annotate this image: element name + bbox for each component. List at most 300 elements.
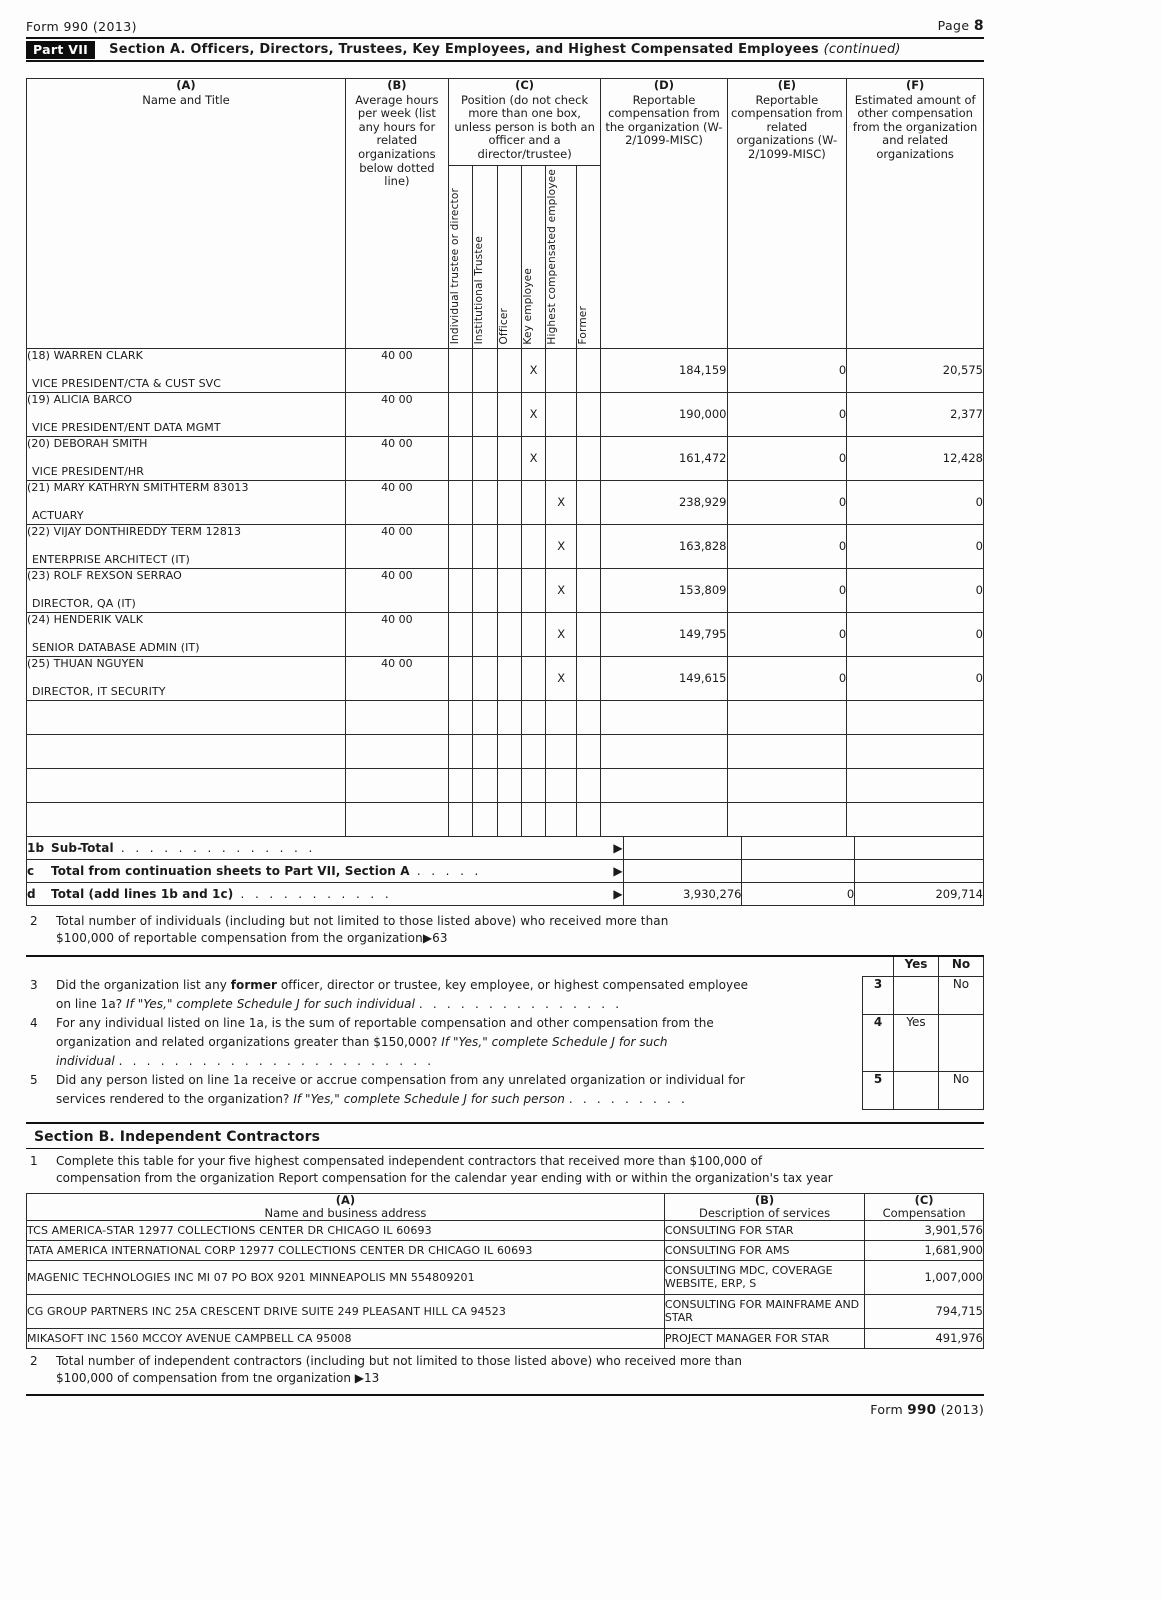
officer-check-institutional-trustee[interactable] [473,348,497,392]
part-title-suffix: (continued) [823,42,901,57]
question-line2-italic: If "Yes," complete Schedule J for such [441,1035,668,1050]
question-number-box: 5 [863,1071,894,1109]
header-col-d [601,79,727,349]
yes-header: Yes [894,957,939,977]
subtotal-1b-d [623,836,742,859]
subtotal-c-e [742,859,855,882]
check-mark: X [529,451,538,466]
officer-comp-f: 2,377 [847,392,984,436]
section-b-intro-line1: Complete this table for your five highest compensated independent contractors that received more than $100,000 of [56,1153,763,1168]
officer-blank-row [27,700,984,734]
officer-check-individual-trustee[interactable] [448,612,472,656]
officer-check-institutional-trustee[interactable] [473,392,497,436]
footer-form-year: (2013) [936,1401,984,1417]
officer-comp-f: 0 [847,568,984,612]
blank-name-cell [27,700,346,734]
page-footer [26,1396,984,1418]
form-sheet [26,18,984,1418]
blank-check-cell[interactable] [497,700,521,734]
section-b-line-2-text-2 [56,1370,742,1388]
officer-name: (19) ALICIA BARCO [27,392,133,406]
contractor-compensation: 1,007,000 [865,1260,984,1294]
subtotal-c-label [27,859,527,882]
question-num: 3 [30,978,38,993]
section-b-line-2-body [56,1353,742,1388]
question-line2-a: on line 1a? [56,997,127,1012]
blank-check-cell[interactable] [546,802,577,836]
section-b-line-2-arrow: ▶ [354,1371,365,1386]
subtotal-row-1b [27,836,984,859]
contractors-header-row [27,1193,984,1220]
question-line1-bold: former [230,978,278,993]
subtotal-c-d [623,859,742,882]
blank-hours-cell [346,802,449,836]
blank-check-cell[interactable] [448,700,472,734]
officer-title: VICE PRESIDENT/CTA & CUST SVC [32,376,222,390]
yes-no-section [26,955,984,1110]
officer-check-former[interactable] [577,436,601,480]
contractor-header-c-text: Compensation [882,1205,966,1220]
officers-table-header-row [27,79,984,166]
leader-dots: . . . . . . . . . . . . . . [113,840,316,855]
officer-check-officer[interactable] [497,612,521,656]
officer-name: (24) HENDERIK VALK [27,612,144,626]
officer-check-institutional-trustee[interactable] [473,524,497,568]
part-title-text: Section A. Officers, Directors, Trustees, Key Employees, and Highest Compensated Employees [109,42,819,57]
question-line2-italic: If "Yes," complete Schedule J for such person [293,1092,565,1107]
blank-comp-d [601,734,727,768]
officer-hours: 40 00 [346,612,449,656]
officer-comp-d: 161,472 [601,436,727,480]
officer-blank-row [27,768,984,802]
officer-check-key-employee[interactable] [521,348,545,392]
officer-check-highest-comp[interactable] [546,436,577,480]
form-label: Form 990 (2013) [26,19,137,34]
section-b-intro-num: 1 [30,1153,38,1168]
blank-hours-cell [346,700,449,734]
contractor-row [27,1328,984,1348]
page-label: Page [937,18,970,33]
blank-check-cell[interactable] [546,734,577,768]
blank-check-cell[interactable] [546,700,577,734]
officer-check-key-employee[interactable] [521,392,545,436]
section-b-line-2-num: 2 [30,1353,38,1368]
officer-comp-e: 0 [727,524,847,568]
officer-comp-f: 0 [847,480,984,524]
officer-row [27,524,984,568]
blank-check-cell[interactable] [473,700,497,734]
officer-comp-e: 0 [727,392,847,436]
yes-no-question-row [26,976,984,1014]
officer-comp-d: 153,809 [601,568,727,612]
officer-name-cell [27,612,346,656]
subtotals-table [26,836,984,906]
officer-name: (20) DEBORAH SMITH [27,436,148,450]
line-2-text-2-label: $100,000 of reportable compensation from the organization [56,930,423,945]
officer-comp-e: 0 [727,480,847,524]
officer-check-institutional-trustee[interactable] [473,480,497,524]
question-line1-a: Did the organization list any [56,978,231,993]
officer-comp-d: 163,828 [601,524,727,568]
question-leader-dots: . . . . . . . . . . . . . . . [418,997,623,1012]
officer-check-officer[interactable] [497,656,521,700]
officer-check-individual-trustee[interactable] [448,568,472,612]
officer-hours: 40 00 [346,656,449,700]
officer-check-highest-comp[interactable] [546,480,577,524]
contractor-row [27,1294,984,1328]
question-text-cell [26,1014,863,1071]
contractor-row [27,1240,984,1260]
officers-blank-rows-body [27,700,984,836]
officer-row [27,480,984,524]
contractor-header-a-label: (A) [335,1192,356,1207]
blank-comp-d [601,768,727,802]
question-num: 4 [30,1016,38,1031]
officer-comp-f: 12,428 [847,436,984,480]
officer-hours: 40 00 [346,392,449,436]
officer-check-officer[interactable] [497,568,521,612]
officer-comp-e: 0 [727,656,847,700]
blank-check-cell[interactable] [497,768,521,802]
header-check-key-employee: Key employee [521,166,545,349]
officer-name-cell [27,524,346,568]
check-mark: X [557,627,566,642]
contractor-header-c [865,1193,984,1220]
section-b-line-2 [26,1349,984,1390]
question-line2-a: organization and related organizations greater than $150,000? [56,1035,442,1050]
header-col-c-text: Position (do not check more than one box, unless person is both an officer and a director/trustee) [454,92,595,161]
line-2-num: 2 [30,913,38,928]
blank-comp-e [727,768,847,802]
officer-check-individual-trustee[interactable] [448,480,472,524]
check-mark: X [557,539,566,554]
question-num: 5 [30,1073,38,1088]
question-body [56,976,862,1014]
officer-hours: 40 00 [346,568,449,612]
officer-hours: 40 00 [346,524,449,568]
header-col-e-label: (E) [777,78,797,92]
officer-check-individual-trustee[interactable] [448,436,472,480]
officer-check-key-employee[interactable] [521,656,545,700]
contractor-name: TCS AMERICA-STAR 12977 COLLECTIONS CENTER DR CHICAGO IL 60693 [27,1220,665,1240]
no-header: No [939,957,984,977]
officer-check-officer[interactable] [497,348,521,392]
officer-title: DIRECTOR, IT SECURITY [32,684,166,698]
blank-name-cell [27,802,346,836]
blank-comp-e [727,734,847,768]
officer-check-officer[interactable] [497,524,521,568]
question-line3-italic: individual [56,1054,115,1069]
line-2-arrow: ▶ [422,930,433,945]
question-answer-yes[interactable] [894,1071,939,1109]
officer-name-cell [27,480,346,524]
officer-row [27,436,984,480]
officer-check-individual-trustee[interactable] [448,348,472,392]
officer-check-institutional-trustee[interactable] [473,656,497,700]
subtotal-c-num: c [27,863,35,878]
officer-name-cell [27,568,346,612]
header-col-b [346,79,449,349]
officer-comp-e: 0 [727,612,847,656]
contractor-name: CG GROUP PARTNERS INC 25A CRESCENT DRIVE SUITE 249 PLEASANT HILL CA 94523 [27,1294,665,1328]
officer-name-cell [27,656,346,700]
contractor-header-b-text: Description of services [699,1205,831,1220]
header-col-a-label: (A) [176,78,196,92]
officer-check-former[interactable] [577,392,601,436]
officer-comp-d: 184,159 [601,348,727,392]
officer-hours: 40 00 [346,348,449,392]
blank-check-cell[interactable] [473,802,497,836]
officer-comp-f: 0 [847,612,984,656]
part-title [109,42,901,57]
question-text-cell [26,976,863,1014]
officer-name: (21) MARY KATHRYN SMITHTERM 83013 [27,480,249,494]
blank-comp-f [847,700,984,734]
question-line1-b: officer, director or trustee, key employee, or highest compensated employee [277,978,749,993]
contractor-name: TATA AMERICA INTERNATIONAL CORP 12977 COLLECTIONS CENTER DR CHICAGO IL 60693 [27,1240,665,1260]
officer-hours: 40 00 [346,480,449,524]
blank-name-cell [27,734,346,768]
officer-check-institutional-trustee[interactable] [473,612,497,656]
officer-hours: 40 00 [346,436,449,480]
officer-check-former[interactable] [577,480,601,524]
blank-check-cell[interactable] [497,802,521,836]
blank-check-cell[interactable] [521,734,545,768]
header-col-f-text: Estimated amount of other compensation from the organization and related organizations [852,92,978,161]
leader-dots: . . . . . [409,863,482,878]
blank-comp-f [847,734,984,768]
question-line2-a: services rendered to the organization? [56,1092,294,1107]
officer-check-former[interactable] [577,612,601,656]
section-b-line-2-value: 13 [364,1371,380,1386]
header-col-c-label: (C) [515,78,535,92]
officer-check-institutional-trustee[interactable] [473,568,497,612]
subtotal-d-d: 3,930,276 [623,882,742,905]
officer-check-key-employee[interactable] [521,436,545,480]
officer-check-key-employee[interactable] [521,612,545,656]
officers-rows-body [27,348,984,700]
subtotal-d-text: Total (add lines 1b and 1c) [51,886,234,901]
question-answer-yes[interactable]: Yes [894,1014,939,1071]
header-col-e [727,79,847,349]
line-2-body [56,913,668,947]
question-body [56,1071,862,1109]
question-number-box: 3 [863,976,894,1014]
officer-row [27,392,984,436]
header-col-a-text: Name and Title [142,92,230,107]
question-line1-a: Did any person listed on line 1a receive or accrue compensation from any unrelated organization or individual for [56,1073,745,1088]
officer-check-highest-comp[interactable] [546,524,577,568]
officer-check-former[interactable] [577,656,601,700]
question-answer-no[interactable] [939,1014,984,1071]
blank-check-cell[interactable] [577,768,601,802]
section-b-line-2-label: $100,000 of compensation from tne organization [56,1371,355,1386]
question-line1-a: For any individual listed on line 1a, is the sum of reportable compensation and other compensation from the [56,1016,714,1031]
leader-dots: . . . . . . . . . . . [233,886,393,901]
officer-check-former[interactable] [577,568,601,612]
officers-table [26,78,984,837]
question-number-box: 4 [863,1014,894,1071]
blank-check-cell[interactable] [521,768,545,802]
blank-comp-f [847,802,984,836]
subtotal-d-e: 0 [742,882,855,905]
question-answer-yes[interactable] [894,976,939,1014]
blank-check-cell[interactable] [473,768,497,802]
officer-check-highest-comp[interactable] [546,568,577,612]
contractor-row [27,1260,984,1294]
subtotal-row-c [27,859,984,882]
officer-comp-e: 0 [727,568,847,612]
officer-check-individual-trustee[interactable] [448,524,472,568]
check-mark: X [557,671,566,686]
subtotal-1b-text: Sub-Total [51,840,114,855]
contractor-name: MIKASOFT INC 1560 MCCOY AVENUE CAMPBELL CA 95008 [27,1328,665,1348]
officer-comp-e: 0 [727,436,847,480]
header-col-f-label: (F) [905,78,925,92]
blank-check-cell[interactable] [521,802,545,836]
officer-name: (22) VIJAY DONTHIREDDY TERM 12813 [27,524,242,538]
officer-check-key-employee[interactable] [521,568,545,612]
blank-check-cell[interactable] [473,734,497,768]
officer-row [27,568,984,612]
officer-comp-f: 0 [847,656,984,700]
question-text-cell [26,1071,863,1109]
officer-check-key-employee[interactable] [521,480,545,524]
subtotal-1b-label [27,836,527,859]
header-col-e-text: Reportable compensation from related organizations (W- 2/1099-MISC) [731,92,843,161]
page-header [26,18,984,37]
contractor-header-b [664,1193,864,1220]
officer-check-highest-comp[interactable] [546,392,577,436]
subtotal-c-text: Total from continuation sheets to Part VII, Section A [51,863,410,878]
line-2-value: 63 [432,930,448,945]
blank-comp-d [601,700,727,734]
line-2-text-2 [56,930,668,947]
officer-row [27,656,984,700]
officer-row [27,348,984,392]
blank-check-cell[interactable] [448,802,472,836]
header-col-c [448,79,601,166]
header-check-individual-trustee: Individual trustee or director [448,166,472,349]
subtotal-d-num: d [27,886,36,901]
header-col-d-text: Reportable compensation from the organization (W- 2/1099-MISC) [605,92,723,148]
contractor-description: CONSULTING FOR STAR [664,1220,864,1240]
blank-check-cell[interactable] [577,700,601,734]
line-2-block [26,906,984,955]
officer-check-individual-trustee[interactable] [448,392,472,436]
contractor-compensation: 3,901,576 [865,1220,984,1240]
contractor-name: MAGENIC TECHNOLOGIES INC MI 07 PO BOX 9201 MINNEAPOLIS MN 554809201 [27,1260,665,1294]
subtotal-1b-num: 1b [27,840,45,855]
section-b-intro-line2: compensation from the organization Report compensation for the calendar year ending with or within the organization's tax year [56,1171,833,1186]
officer-title: ACTUARY [32,508,84,522]
officer-name: (18) WARREN CLARK [27,348,143,362]
header-col-f [847,79,984,349]
part-tag: Part VII [26,41,95,59]
officer-blank-row [27,802,984,836]
blank-check-cell[interactable] [497,734,521,768]
officer-check-key-employee[interactable] [521,524,545,568]
check-mark: X [529,407,538,422]
subtotal-d-label [27,882,527,905]
blank-comp-e [727,700,847,734]
officer-check-former[interactable] [577,524,601,568]
officer-check-highest-comp[interactable] [546,348,577,392]
blank-check-cell[interactable] [546,768,577,802]
officer-blank-row [27,734,984,768]
officer-name-cell [27,392,346,436]
officer-comp-e: 0 [727,348,847,392]
question-leader-dots: . . . . . . . . . . . . . . . . . . . . . . . [118,1054,435,1069]
header-check-highest-compensated: Highest compensated employee [546,166,577,349]
contractor-row [27,1220,984,1240]
blank-check-cell[interactable] [521,700,545,734]
header-col-b-label: (B) [387,78,407,92]
header-col-a [27,79,346,349]
contractor-rows-body [27,1220,984,1348]
question-answer-no[interactable]: No [939,976,984,1014]
line-2-text-1: Total number of individuals (including but not limited to those listed above) who received more than [56,913,669,928]
contractor-description: PROJECT MANAGER FOR STAR [664,1328,864,1348]
contractor-description: CONSULTING MDC, COVERAGE WEBSITE, ERP, S [664,1260,864,1294]
officer-title: DIRECTOR, QA (IT) [32,596,136,610]
officer-name: (25) THUAN NGUYEN [27,656,144,670]
officer-row [27,612,984,656]
blank-check-cell[interactable] [577,802,601,836]
yes-no-header-numcol [863,957,894,977]
blank-check-cell[interactable] [577,734,601,768]
question-answer-no[interactable]: No [939,1071,984,1109]
officer-check-individual-trustee[interactable] [448,656,472,700]
subtotal-1b-arrow: ▶ [527,836,623,859]
officer-check-officer[interactable] [497,436,521,480]
contractor-header-c-label: (C) [914,1192,934,1207]
officer-check-highest-comp[interactable] [546,612,577,656]
blank-check-cell[interactable] [448,768,472,802]
page-number: 8 [973,18,984,34]
question-leader-dots: . . . . . . . . . [568,1092,689,1107]
officer-comp-d: 190,000 [601,392,727,436]
section-b-line-2-text-1: Total number of independent contractors (including but not limited to those listed above) who received more than [56,1353,743,1368]
blank-name-cell [27,768,346,802]
contractor-compensation: 1,681,900 [865,1240,984,1260]
subtotal-c-f [855,859,984,882]
blank-check-cell[interactable] [448,734,472,768]
footer-form-label: Form [870,1401,908,1417]
footer-form-number: 990 [907,1401,937,1418]
subtotal-1b-f [855,836,984,859]
contractor-compensation: 491,976 [865,1328,984,1348]
officer-title: SENIOR DATABASE ADMIN (IT) [32,640,200,654]
officer-check-institutional-trustee[interactable] [473,436,497,480]
officer-check-officer[interactable] [497,392,521,436]
blank-hours-cell [346,768,449,802]
subtotal-d-arrow: ▶ [527,882,623,905]
contractor-description: CONSULTING FOR AMS [664,1240,864,1260]
yes-no-header-spacer [26,957,863,977]
question-body [56,1014,862,1071]
blank-comp-e [727,802,847,836]
subtotal-1b-e [742,836,855,859]
section-b-intro-body [56,1153,833,1188]
officer-comp-d: 149,795 [601,612,727,656]
officer-check-highest-comp[interactable] [546,656,577,700]
officer-check-officer[interactable] [497,480,521,524]
yes-no-question-row [26,1071,984,1109]
officer-comp-d: 149,615 [601,656,727,700]
contractor-compensation: 794,715 [865,1294,984,1328]
officer-check-former[interactable] [577,348,601,392]
